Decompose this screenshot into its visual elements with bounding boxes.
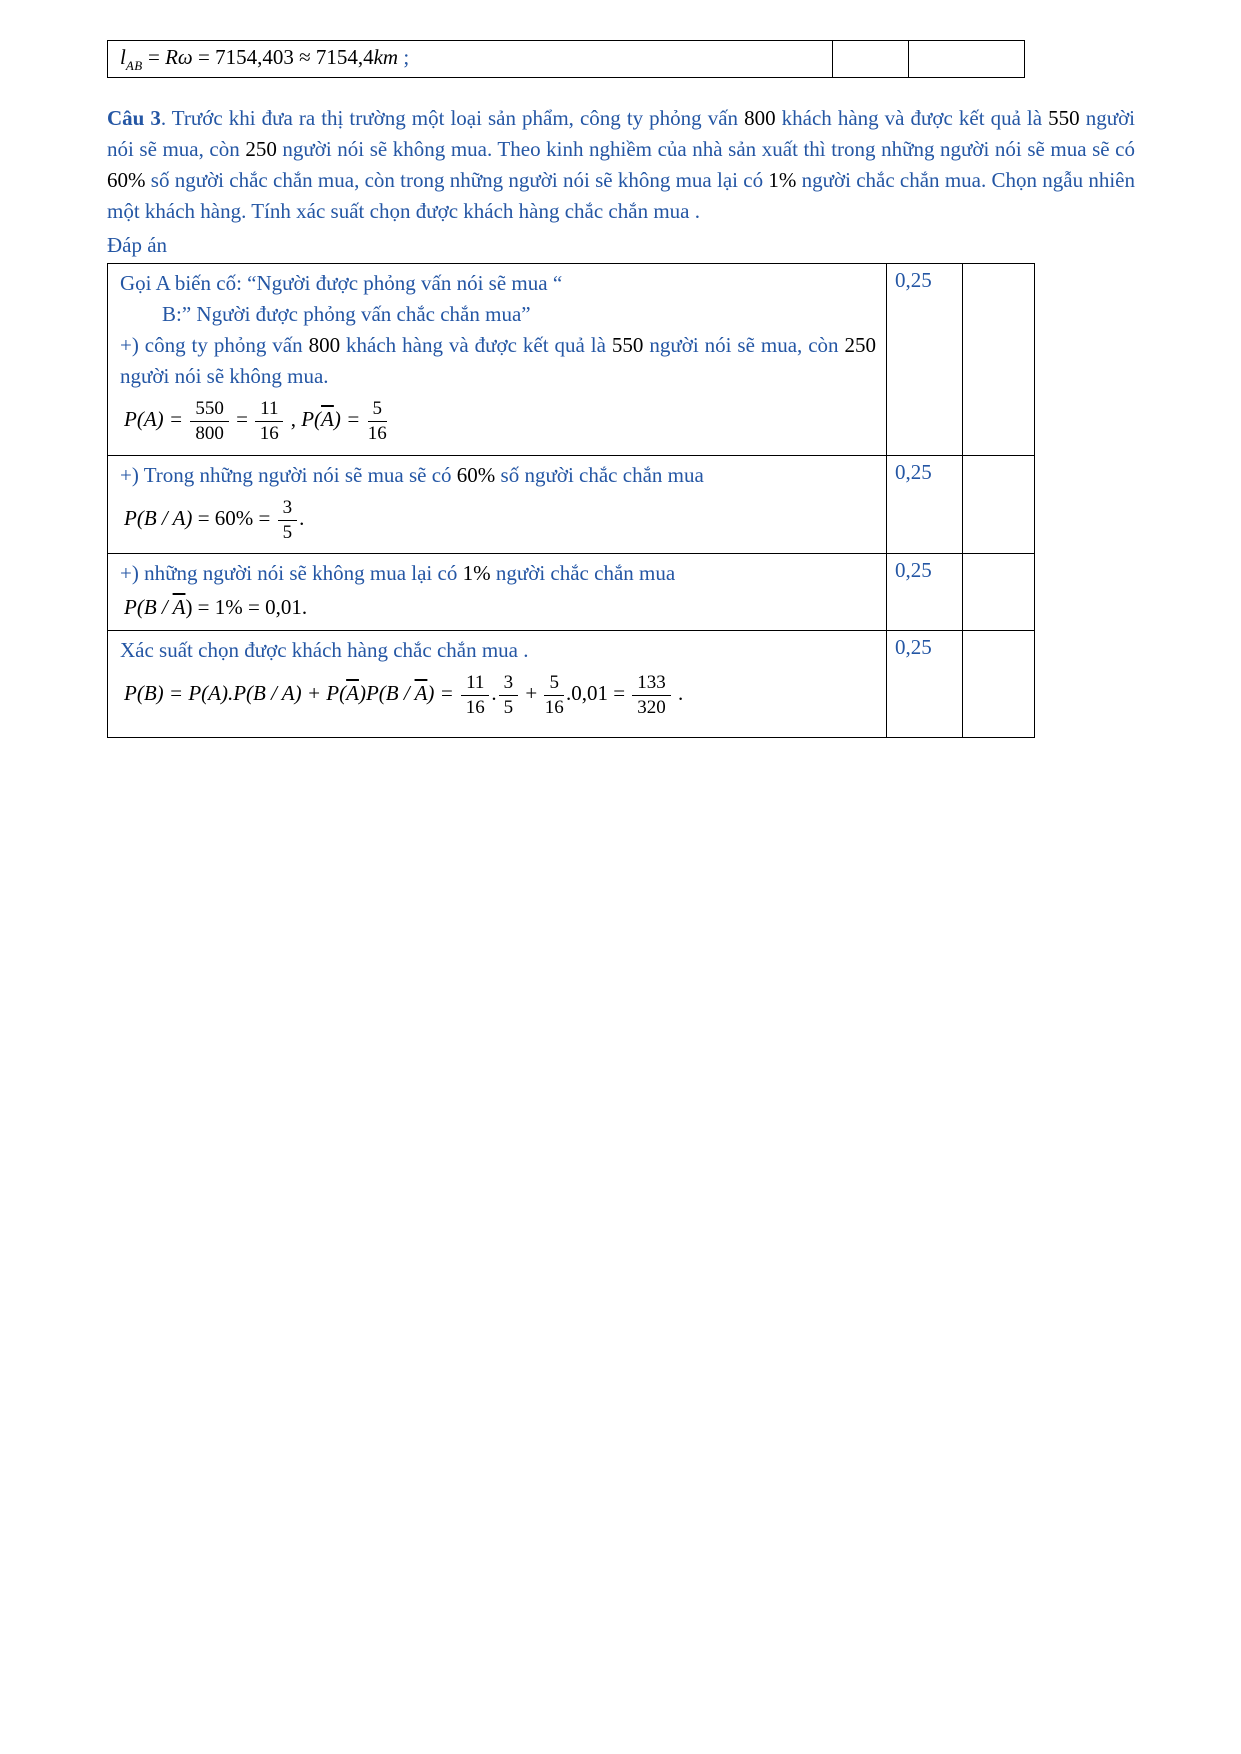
fraction-denominator: 800 — [195, 422, 224, 444]
math-dot: . — [491, 681, 497, 706]
text-run: 250 — [245, 137, 283, 161]
note-cell — [963, 264, 1036, 455]
fraction — [188, 398, 231, 445]
math-equals: = — [142, 45, 166, 69]
text-run: 800 — [308, 333, 347, 357]
fraction — [276, 497, 300, 544]
text-run: 250 — [844, 333, 877, 357]
text-run: Câu 3 — [107, 106, 161, 130]
fraction — [542, 672, 566, 719]
event-definition-a: Gọi A biến cố: “Người được phỏng vấn nói sẽ mua “ — [120, 271, 563, 295]
math-text: P( — [301, 407, 322, 432]
a-complement: $\overline{A}$ — [321, 407, 334, 432]
fraction-numerator: 5 — [544, 672, 564, 696]
table-row — [108, 264, 1034, 455]
fraction-numerator: 3 — [499, 672, 519, 696]
text-run: người chắc chắn mua. Chọn ngẫu nhiên một khách hàng. Tính xác suất chọn được khách hàng chắc chắn mua . — [107, 168, 1135, 223]
text-run: +) công ty phỏng vấn — [120, 333, 309, 357]
score-cell: 0,25 — [887, 631, 963, 737]
fraction-numerator: 5 — [368, 398, 388, 422]
math-text: ) = — [333, 407, 366, 432]
text-run: số người chắc chắn mua, còn trong những người nói sẽ không mua lại có — [150, 168, 769, 192]
text-run: 550 — [1048, 106, 1086, 130]
math-text: P(B) = P(A).P(B / A) + P( — [124, 681, 347, 706]
math-value: = 7154,403 ≈ 7154,4 — [192, 45, 374, 69]
fraction-denominator: 16 — [465, 697, 485, 719]
conclusion-line: Xác suất chọn được khách hàng chắc chắn mua . — [120, 638, 529, 663]
table-row — [108, 553, 1034, 630]
table-row — [108, 630, 1034, 737]
math-text: ) = — [427, 681, 460, 706]
probability-a-formula — [124, 398, 876, 445]
note-cell — [963, 456, 1036, 554]
text-run: người nói sẽ không mua. Theo kinh nghiềm của nhà sản xuất thì trong những người nói sẽ mua sẽ có — [282, 137, 1135, 161]
fraction — [630, 672, 673, 719]
previous-table-fragment — [107, 40, 1025, 78]
a-complement: $\overline{A}$ — [172, 595, 186, 620]
table-row — [108, 455, 1034, 554]
fraction-numerator: 11 — [255, 398, 283, 422]
text-run: người nói sẽ không mua. — [120, 364, 329, 388]
answer-label: Đáp án — [107, 233, 168, 257]
text-run: +) những người nói sẽ không mua lại có — [120, 561, 463, 586]
text-run: 1% — [768, 168, 802, 192]
math-r-omega: Rω — [165, 45, 193, 69]
text-run: người chắc chắn mua — [495, 561, 676, 586]
math-text: )P(B / — [358, 681, 415, 706]
text-run: +) Trong những người nói sẽ mua sẽ có — [120, 462, 457, 487]
math-plus: + — [520, 681, 543, 706]
text-run: 550 — [611, 333, 650, 357]
answer-content-cell — [108, 264, 887, 455]
answer-content-cell — [108, 631, 887, 737]
text-run: 60% — [107, 168, 151, 192]
text-run: khách hàng và được kết quả là — [781, 106, 1049, 130]
score-cell: 0,25 — [887, 554, 963, 630]
text-run: khách hàng và được kết quả là — [346, 333, 612, 357]
math-text: P(B / A) — [124, 505, 193, 530]
fraction-denominator: 5 — [503, 697, 514, 719]
a-complement: $\overline{A}$ — [346, 681, 359, 706]
text-run: người nói sẽ mua, còn — [649, 333, 845, 357]
semicolon: ; — [398, 45, 410, 69]
answer-table — [107, 263, 1035, 738]
answer-content-cell — [108, 554, 887, 630]
question-paragraph — [107, 103, 1135, 227]
probability-b-given-not-a-formula — [124, 595, 876, 620]
formula-cell — [108, 41, 833, 78]
text-run: người nói sẽ mua, còn — [107, 106, 1136, 161]
fraction-denominator: 5 — [282, 521, 293, 543]
conditional-60-line — [120, 460, 876, 491]
conditional-1pct-line — [120, 558, 876, 589]
fraction-numerator: 11 — [461, 672, 489, 696]
arc-length-formula — [120, 45, 409, 74]
text-run: 1% — [462, 561, 496, 586]
fraction-denominator: 16 — [367, 422, 387, 444]
math-unit-km: km — [373, 45, 399, 69]
math-text: ) = 1% = 0,01. — [185, 595, 308, 620]
answer-content-cell — [108, 456, 887, 554]
fraction-denominator: 16 — [259, 422, 279, 444]
math-subscript-ab: AB — [125, 58, 143, 73]
fraction-numerator: 133 — [632, 672, 671, 696]
empty-note-cell — [909, 41, 1026, 78]
math-period: . — [299, 505, 305, 530]
fraction-denominator: 16 — [544, 697, 564, 719]
fraction-denominator: 320 — [637, 697, 666, 719]
fraction — [497, 672, 521, 719]
math-text: P(A) = — [124, 407, 189, 432]
a-complement: $\overline{A}$ — [414, 681, 428, 706]
note-cell — [963, 631, 1036, 737]
math-comma: , — [285, 407, 302, 432]
fraction — [366, 398, 390, 445]
probability-b-given-a-formula — [124, 497, 876, 544]
text-run: 60% — [456, 462, 501, 487]
fraction-numerator: 3 — [278, 497, 298, 521]
math-var-l: l — [120, 45, 126, 69]
total-probability-formula — [124, 672, 876, 719]
math-text: .0,01 = — [565, 681, 631, 706]
math-equals: = — [230, 407, 254, 432]
text-run: . Trước khi đưa ra thị trường một loại sản phẩm, công ty phỏng vấn — [160, 106, 745, 130]
math-text: P(B / — [124, 595, 173, 620]
text-run: 800 — [744, 106, 782, 130]
survey-data-line — [120, 330, 876, 392]
fraction — [459, 672, 491, 719]
fraction — [253, 398, 285, 445]
score-cell: 0,25 — [887, 456, 963, 554]
fraction-numerator: 550 — [190, 398, 229, 422]
math-period: . — [672, 681, 684, 706]
text-run: số người chắc chắn mua — [500, 462, 704, 487]
empty-score-cell — [833, 41, 909, 78]
note-cell — [963, 554, 1036, 630]
event-definition-b: B:” Người được phỏng vấn chắc chắn mua” — [162, 302, 531, 326]
score-cell: 0,25 — [887, 264, 963, 455]
math-equals: = 60% = — [192, 505, 276, 530]
